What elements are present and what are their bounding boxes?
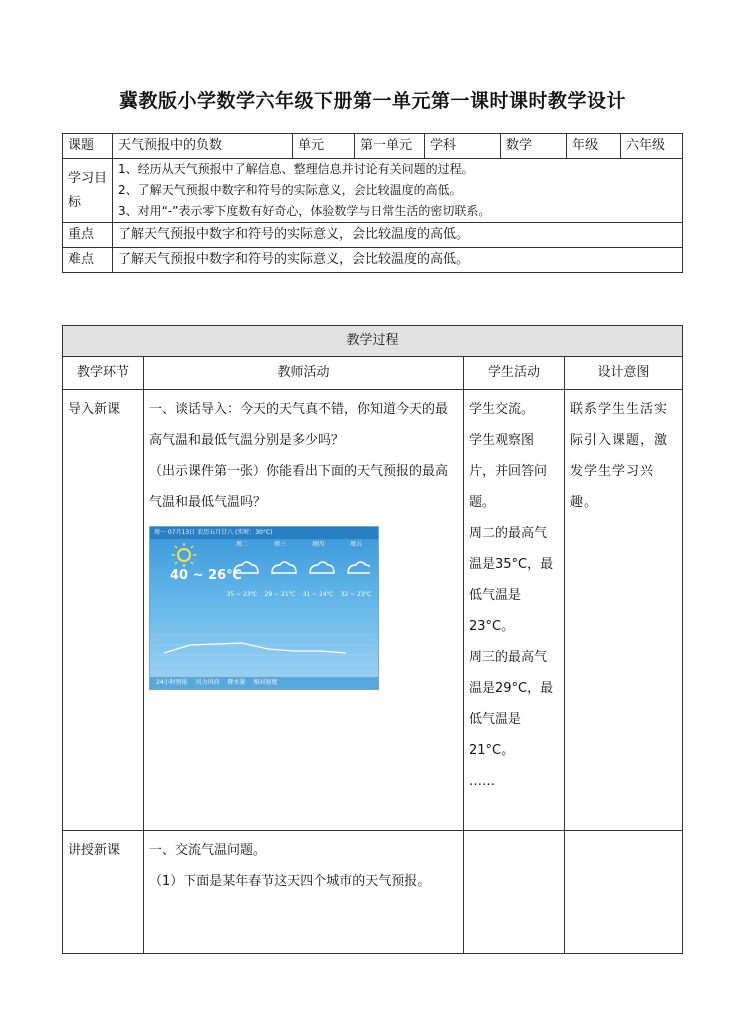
topic-value: 天气预报中的负数 xyxy=(113,134,293,159)
col-student: 学生活动 xyxy=(464,357,565,390)
weather-forecast-image xyxy=(149,526,379,690)
teacher-paragraph: （出示课件第一张）你能看出下面的天气预报的最高气温和最低气温吗？ xyxy=(149,464,449,510)
sun-icon xyxy=(170,543,198,567)
difficulty-label: 难点 xyxy=(63,248,113,273)
teacher-intro xyxy=(144,390,464,831)
day-temp: 31 ~ 24℃ xyxy=(302,591,334,598)
bottom-tab: 相对湿度 xyxy=(253,679,278,686)
student-item: 周二的最高气温是35°C，最低气温是23°C。 xyxy=(469,526,554,634)
goal-item: 3、对用“-”表示零下度数有好奇心，体验数学与日常生活的密切联系。 xyxy=(118,204,491,218)
goals-label: 学习目标 xyxy=(63,159,113,223)
unit-value: 第一单元 xyxy=(355,134,425,159)
subject-value: 数学 xyxy=(501,134,567,159)
topic-label: 课题 xyxy=(63,134,113,159)
stage-teach: 讲授新课 xyxy=(63,831,144,954)
day-label: 周四 xyxy=(311,541,324,548)
goal-item: 1、经历从天气预报中了解信息、整理信息并讨论有关问题的过程。 xyxy=(118,162,474,176)
cloud-icon xyxy=(230,557,370,579)
student-item: 学生交流。 xyxy=(469,402,535,417)
bottom-tab: 风力风向 xyxy=(195,679,220,686)
day-label: 周三 xyxy=(273,541,286,548)
student-item: 周三的最高气温是29°C，最低气温是21°C。 xyxy=(469,650,554,758)
grade-value: 六年级 xyxy=(621,134,683,159)
stage-intro: 导入新课 xyxy=(63,390,144,831)
teacher-paragraph: 一、谈话导入：今天的天气真不错，你知道今天的最高气温和最低气温分别是多少吗？ xyxy=(149,402,449,448)
goals-list xyxy=(113,159,683,223)
bottom-tab: 降水量 xyxy=(227,679,246,686)
design-teach xyxy=(565,831,683,954)
info-table xyxy=(62,133,683,273)
process-table xyxy=(62,325,683,954)
grade-label: 年级 xyxy=(567,134,621,159)
weather-bottom-bar xyxy=(150,677,378,689)
day-temp: 35 ~ 23℃ xyxy=(226,591,258,598)
weather-top-bar: 周一 07月13日 农历五月廿八 (实时：30°C) xyxy=(150,527,379,539)
teacher-paragraph: （1）下面是某年春节这天四个城市的天气预报。 xyxy=(149,874,431,889)
day-label: 周五 xyxy=(349,541,362,548)
key-value: 了解天气预报中数字和符号的实际意义，会比较温度的高低。 xyxy=(113,223,683,248)
bottom-tab: 24小时预报 xyxy=(156,679,188,686)
teacher-teach xyxy=(144,831,464,954)
day-temp: 29 ~ 21℃ xyxy=(264,591,296,598)
day-temp: 32 ~ 23℃ xyxy=(340,591,372,598)
difficulty-value: 了解天气预报中数字和符号的实际意义，会比较温度的高低。 xyxy=(113,248,683,273)
day-label: 周二 xyxy=(235,541,248,548)
key-label: 重点 xyxy=(63,223,113,248)
page-title: 冀教版小学数学六年级下册第一单元第一课时课时教学设计 xyxy=(118,90,626,112)
col-teacher: 教师活动 xyxy=(144,357,464,390)
subject-label: 学科 xyxy=(425,134,501,159)
process-header: 教学过程 xyxy=(63,326,683,357)
student-intro xyxy=(464,390,565,831)
temperature-trend-chart xyxy=(154,629,374,673)
col-stage: 教学环节 xyxy=(63,357,144,390)
today-temp: 40 ~ 26℃ xyxy=(170,568,242,583)
student-teach xyxy=(464,831,565,954)
student-item: …… xyxy=(469,774,495,789)
design-intro: 联系学生生活实际引入课题，激发学生学习兴趣。 xyxy=(565,390,683,831)
unit-label: 单元 xyxy=(293,134,355,159)
student-item: 学生观察图片，并回答问题。 xyxy=(469,433,548,510)
goal-item: 2、了解天气预报中数字和符号的实际意义，会比较温度的高低。 xyxy=(118,183,462,197)
teacher-paragraph: 一、交流气温问题。 xyxy=(149,843,267,858)
col-design: 设计意图 xyxy=(565,357,683,390)
